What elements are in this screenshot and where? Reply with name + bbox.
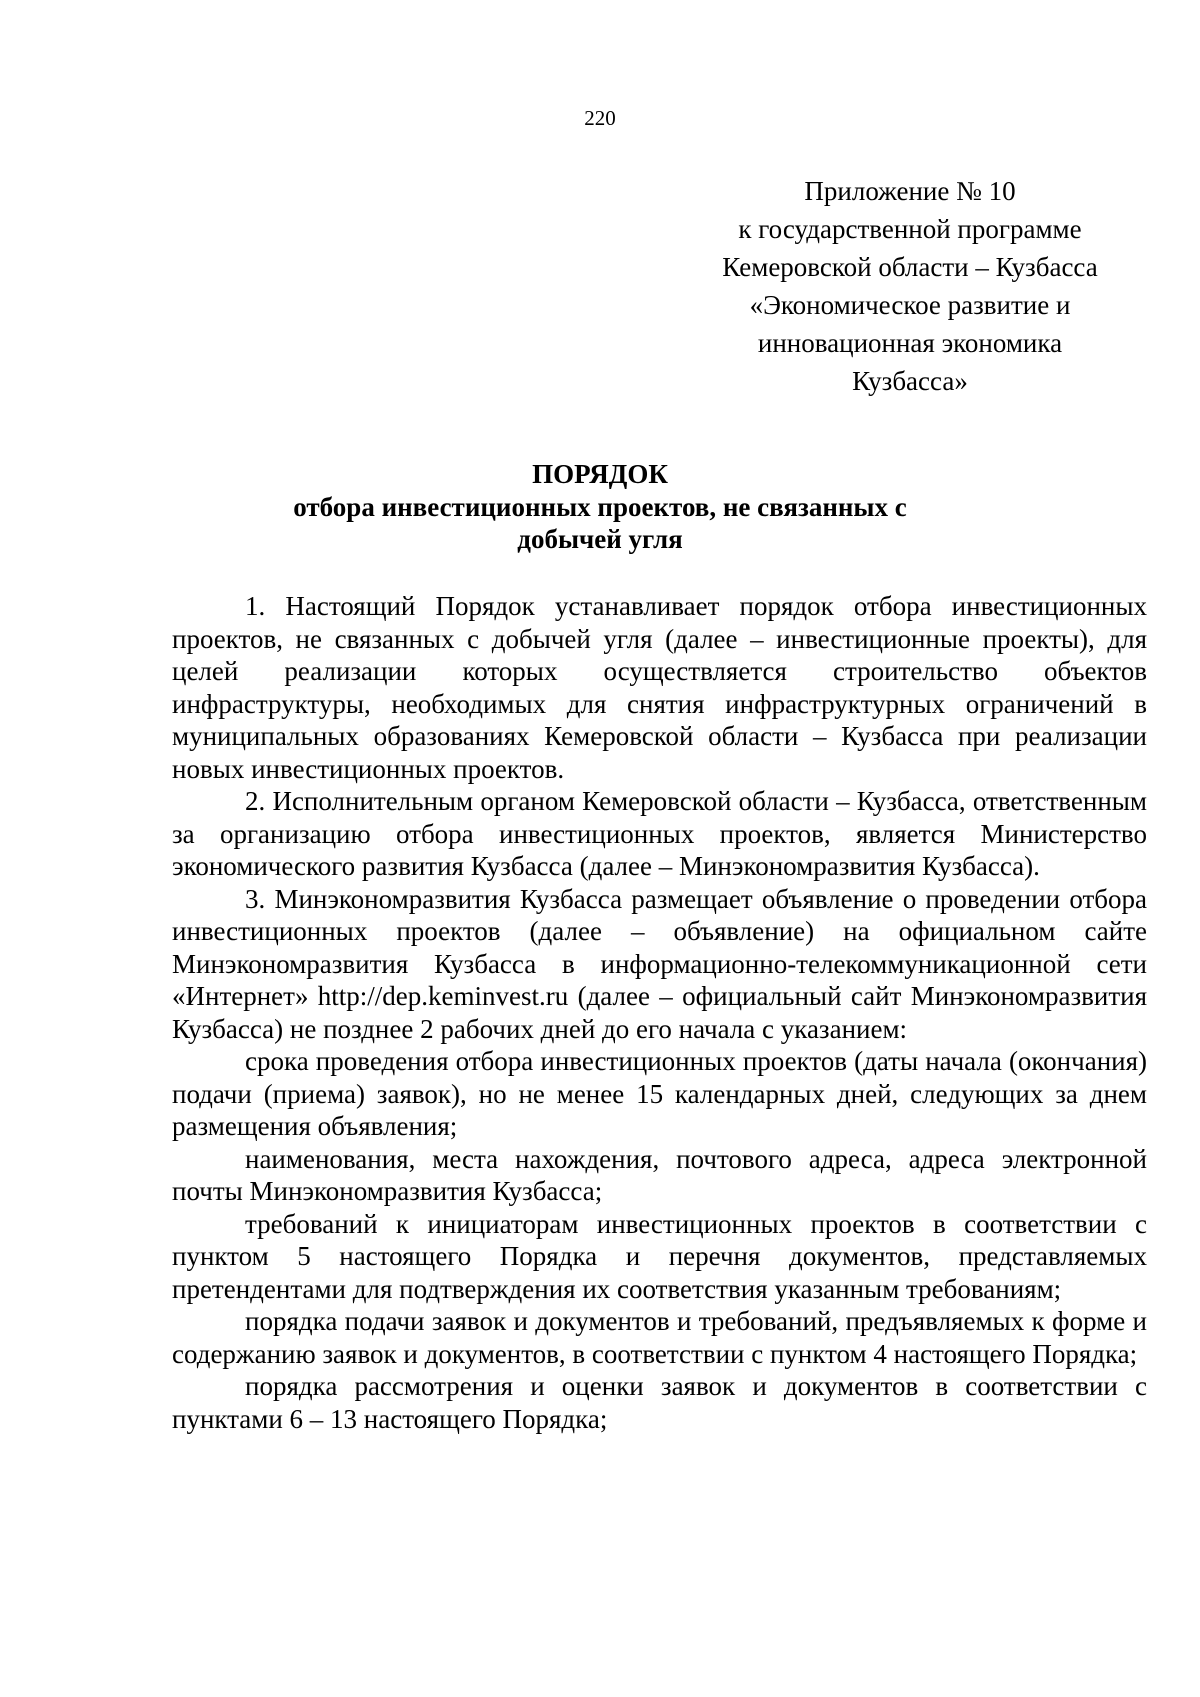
paragraph: срока проведения отбора инвестиционных проектов (даты начала (окончания) подачи (приема) заявок), но не менее 15 календарных дней, следующих за днем размещения объявления; xyxy=(172,1046,1147,1141)
paragraph: 1. Настоящий Порядок устанавливает порядок отбора инвестиционных проектов, не связанных с добычей угля (далее – инвестиционные проекты), для целей реализации которых осуществляется строительство объектов инфраструктуры, необходимых для снятия инфраструктурных ограничений в муниципальных образованиях Кемеровской области – Кузбасса при реализации новых инвестиционных проектов. xyxy=(172,591,1147,784)
document-subtitle xyxy=(0,491,1200,555)
appendix-line: Кемеровской области – Кузбасса xyxy=(722,252,1098,282)
appendix-line: инновационная экономика xyxy=(757,328,1063,358)
paragraph: наименования, места нахождения, почтового адреса, адреса электронной почты Минэкономразвития Кузбасса; xyxy=(172,1143,1147,1206)
paragraph: порядка подачи заявок и документов и требований, предъявляемых к форме и содержанию заявок и документов, в соответствии с пунктом 4 настоящего Порядка; xyxy=(172,1306,1147,1369)
document-body xyxy=(172,590,1147,1435)
page-number: 220 xyxy=(584,106,616,130)
paragraph: требований к инициаторам инвестиционных проектов в соответствии с пунктом 5 настоящего Порядка и перечня документов, представляемых претендентами для подтверждения их соответствия указанным требованиям; xyxy=(172,1208,1147,1304)
paragraph: 2. Исполнительным органом Кемеровской области – Кузбасса, ответственным за организацию отбора инвестиционных проектов, является Министерство экономического развития Кузбасса (далее – Минэкономразвития Кузбасса). xyxy=(172,786,1147,881)
paragraph: порядка рассмотрения и оценки заявок и документов в соответствии с пунктами 6 – 13 настоящего Порядка; xyxy=(172,1371,1147,1434)
subtitle-line: добычей угля xyxy=(517,524,683,554)
appendix-line: Кузбасса» xyxy=(852,366,968,396)
subtitle-line: отбора инвестиционных проектов, не связанных с xyxy=(293,492,907,522)
paragraph: 3. Минэкономразвития Кузбасса размещает объявление о проведении отбора инвестиционных проектов (далее – объявление) на официальном сайте Минэкономразвития Кузбасса в информационно-телекоммуникационной сети «Интернет» http://dep.keminvest.ru (далее – официальный сайт Минэкономразвития Кузбасса) не позднее 2 рабочих дней до его начала с указанием: xyxy=(172,883,1147,1044)
appendix-header xyxy=(700,172,1120,400)
document-title: ПОРЯДОК xyxy=(532,459,668,489)
appendix-line: «Экономическое развитие и xyxy=(749,290,1071,320)
appendix-line: к государственной программе xyxy=(738,214,1082,244)
appendix-line: Приложение № 10 xyxy=(804,176,1016,206)
